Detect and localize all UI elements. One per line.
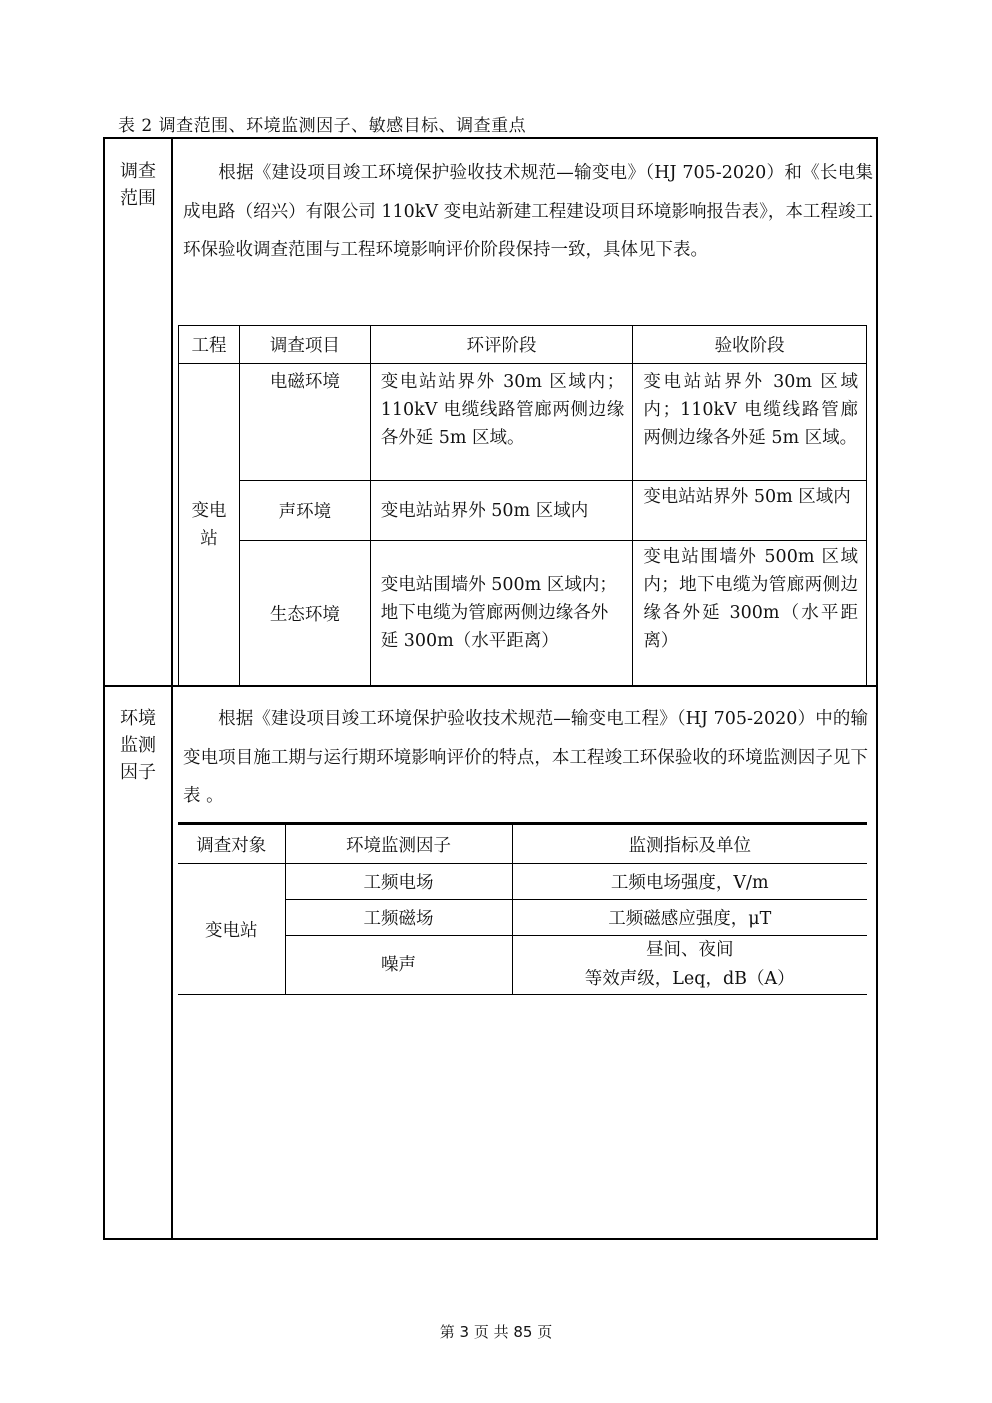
- label-line: 监测: [120, 735, 156, 756]
- header-cell: 监测指标及单位: [512, 824, 867, 864]
- eia-cell: 变电站站界外 30m 区域内；110kV 电缆线路管廊两侧边缘各外延 5m 区域。: [370, 364, 633, 481]
- table-row: [178, 864, 867, 900]
- label-line: 范围: [120, 188, 156, 209]
- header-cell: 环评阶段: [370, 326, 633, 364]
- page-footer: 第 3 页 共 85 页: [439, 1323, 553, 1341]
- eia-cell: 变电站站界外 50m 区域内: [370, 481, 633, 541]
- indicator-cell: 工频磁感应强度，μT: [512, 900, 867, 936]
- label-column-divider: [171, 137, 173, 1240]
- indicator-line: 昼间、夜间: [646, 940, 734, 960]
- label-line: 调查: [120, 161, 156, 182]
- indicator-line: 等效声级，Leq，dB（A）: [584, 969, 795, 989]
- label-line: 环境: [120, 708, 156, 729]
- header-cell: 调查对象: [178, 824, 285, 864]
- item-cell: 声环境: [239, 481, 370, 541]
- object-cell: 变电站: [178, 864, 285, 995]
- indicator-cell: 工频电场强度，V/m: [512, 864, 867, 900]
- paragraph-text: 根据《建设项目竣工环境保护验收技术规范—输变电》（HJ 705-2020）和《长电集成电路（绍兴）有限公司 110kV 变电站新建工程建设项目环境影响报告表》，本工程竣工环保验收调查范围与工程环境影响评价阶段保持一致，具体见下表。: [183, 163, 873, 260]
- table-row: [179, 364, 867, 481]
- project-cell: [179, 364, 240, 686]
- item-cell: 生态环境: [239, 541, 370, 686]
- factor-cell: 工频磁场: [285, 900, 512, 936]
- eia-cell: 变电站围墙外 500m 区域内；地下电缆为管廊两侧边缘各外延 300m（水平距离）: [370, 541, 633, 686]
- header-cell: 环境监测因子: [285, 824, 512, 864]
- header-cell: 验收阶段: [633, 326, 867, 364]
- outer-frame: [103, 137, 878, 1240]
- header-cell: 调查项目: [239, 326, 370, 364]
- label-line: 因子: [120, 762, 156, 783]
- acceptance-cell: 变电站站界外 50m 区域内: [633, 481, 867, 541]
- factor-cell: 噪声: [285, 936, 512, 995]
- indicator-cell: [512, 936, 867, 995]
- header-cell: 工程: [179, 326, 240, 364]
- item-cell: 电磁环境: [239, 364, 370, 481]
- table-caption: 表 2 调查范围、环境监测因子、敏感目标、调查重点: [118, 116, 527, 136]
- monitoring-factors-table: [178, 822, 867, 995]
- factor-cell: 工频电场: [285, 864, 512, 900]
- monitoring-factors-paragraph: [183, 700, 868, 816]
- table-header-row: [178, 824, 867, 864]
- project-text: 变电站: [191, 500, 227, 549]
- acceptance-cell: 变电站围墙外 500m 区域内；地下电缆为管廊两侧边缘各外延 300m（水平距离）: [633, 541, 867, 686]
- section-label-survey-scope: [105, 158, 171, 212]
- paragraph-text: 根据《建设项目竣工环境保护验收技术规范—输变电工程》（HJ 705-2020）中的输变电项目施工期与运行期环境影响评价的特点，本工程竣工环保验收的环境监测因子见下表 。: [183, 709, 868, 806]
- table-row: [179, 481, 867, 541]
- section-label-monitoring-factors: [105, 705, 171, 786]
- survey-scope-table: [178, 325, 867, 686]
- table-header-row: [179, 326, 867, 364]
- table-row: [179, 541, 867, 686]
- acceptance-cell: 变电站站界外 30m 区域内；110kV 电缆线路管廊两侧边缘各外延 5m 区域。: [633, 364, 867, 481]
- survey-scope-paragraph: [183, 154, 873, 270]
